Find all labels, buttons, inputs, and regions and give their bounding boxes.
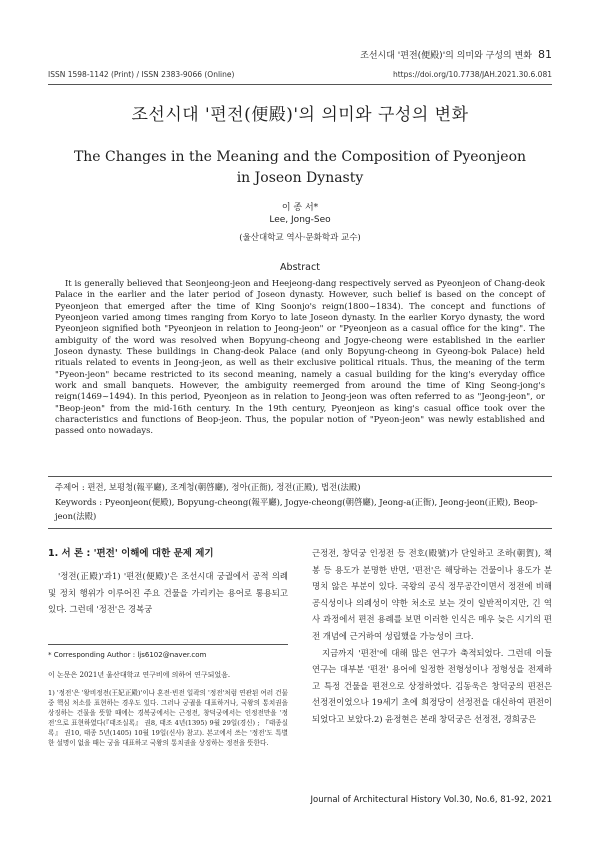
issn-line: ISSN 1598-1142 (Print) / ISSN 2383-9066 (Online) [48,70,235,79]
author-english: Lee, Jong-Seo [269,215,331,225]
title-english [60,147,540,189]
keywords-english: Keywords : Pyeonjeon(便殿), Bopyung-cheong(報平廳), Jogye-cheong(朝啓廳), Jeong-a(正衙), Jeong-jeon(正殿), Beop-jeon(法殿) [55,497,538,521]
journal-footer: Journal of Architectural History Vol.30, No.6, 81-92, 2021 [310,795,552,805]
header-rule [48,84,552,85]
title-korean: 조선시대 '편전(便殿)'의 의미와 구성의 변화 [131,105,469,125]
corresponding-author: * Corresponding Author : ljs6102@naver.com [48,651,207,659]
section-heading: 1. 서 론 : '편전' 이해에 대한 문제 제기 [48,548,214,559]
keywords-korean: 주제어 : 편전, 보평청(報平廳), 조계청(朝啓廳), 정아(正衙), 정전(正殿), 법전(法殿) [55,482,361,492]
keywords-rule-top [48,476,552,477]
doi-link[interactable]: https://doi.org/10.7738/JAH.2021.30.6.081 [392,70,552,79]
abstract-heading: Abstract [280,262,320,273]
keywords-rule-bottom [48,528,552,529]
author-affiliation: (울산대학교 역사·문화학과 교수) [239,233,361,243]
title-english-line1: The Changes in the Meaning and the Composition of Pyeonjeon [73,149,527,165]
body-paragraph: '정전(正殿)'과1) '편전(便殿)'은 조선시대 궁궐에서 공적 의례 및 정치 행위가 이루어진 주요 건물을 가리키는 용어로 통용되고 있다. 그런데 '정전'은 경복궁 [48,571,288,615]
footnote-1: 1) '정전'은 '왕비정전(王妃正殿)'이나 혼전·빈전 일곽의 '정전'처럼 연관된 여러 건물 중 핵심 처소를 표현하는 경우도 있다. 그러나 궁궐을 대표하거나, 국왕의 통치권을 상징하는 건물을 뜻할 때에는 경복궁에서는 근정전, 창덕궁에서는 인정전만을 '정전'으로 표현하였다(『태조실록』 권8, 태조 4년(1395) 9월 29일(경신) ; 『태종실록』 권10, 태종 5년(1405) 10월 19일(신사) 참고). 본고에서 쓰는 '정전'도 특별한 설명이 없을 때는 궁을 대표하고 국왕의 통치권을 상징하는 정전을 뜻한다. [48,689,289,748]
running-title: 조선시대 '편전(便殿)'의 의미와 구성의 변화 [360,51,532,61]
body-column-right [312,545,552,728]
title-english-line2: in Joseon Dynasty [236,170,364,186]
abstract-text: It is generally believed that Seonjeong-jeon and Heejeong-dang respectively served as Pyeonjeon of Chang-deok Palace in the earlier and the later period of Joseon dynasty. However, such belief is based on the concept of Pyeonjeon that emerged after the time of King Soonjo's reign(1800~1834). The concept and functions of Pyeonjeon varied among times ranging from Koryo to late Joseon dynasty. In the earlier Koryo dynasty, the word Pyeonjeon signified both "Pyeonjeon in relation to Jeong-jeon" or "Pyeonjeon as a casual office for the king". The ambiguity of the word was resolved when Bopyung-cheong and Jogye-cheong were established in the earlier Joseon dynasty. These buildings in Chang-deok Palace (and only Bopyung-cheong in Gyeong-bok Palace) held rituals related to events in Jeong-jeon, as well as their exclusive political rituals. Thus, the meaning of the term "Pyeon-jeon" became restricted to its second meaning, namely a casual building for the king's everyday office work and small banquets. However, the ambiguity reemerged from around the time of King Seong-jong's reign(1469~1494). In this period, Pyeonjeon as in relation to Jeong-jeon was often referred to as "Jeong-jeon", or "Beop-jeon" from the mid-16th century. In the 19th century, Pyeonjeon as king's casual office took over the characteristics and functions of Beop-jeon. Thus, the popular notion of "Pyeon-jeon" was newly established and passed onto nowadays. [55,278,545,436]
footnote-rule [48,644,288,645]
author-korean: 이 종 서* [281,203,319,213]
body-paragraph: 지금까지 '편전'에 대해 많은 연구가 축적되었다. 그런데 이들 연구는 대부분 '편전' 용어에 일정한 전형성이나 정형성을 전제하고 특정 건물을 편전으로 상정하였다. 김동욱은 창덕궁의 편전은 선정전이었으나 19세기 초에 희정당이 선정전을 대신하여 편전이 되었다고 보았다.2) 윤정현은 본래 창덕궁은 선정전, 경희궁은 [312,647,552,724]
funding-note: 이 논문은 2021년 울산대학교 연구비에 의하여 연구되었음. [48,671,231,679]
page-number: 81 [538,48,552,61]
body-column-left [48,545,288,618]
body-paragraph-continued: 근정전, 창덕궁 인정전 등 전호(殿號)가 단일하고 조하(朝賀), 책봉 등 용도가 분명한 반면, '편전'은 해당하는 건물이나 용도가 분명치 않은 부분이 있다. 국왕의 공식 정무공간이면서 정전에 비해 공식성이나 의례성이 약한 처소로 보는 것이 일반적이지만, 긴 역사 과정에서 편전 용례를 보면 이러한 인식은 매우 늦은 시기의 편전 개념에 근거하여 성립했을 가능성이 크다. [312,548,552,641]
running-header [360,48,552,61]
